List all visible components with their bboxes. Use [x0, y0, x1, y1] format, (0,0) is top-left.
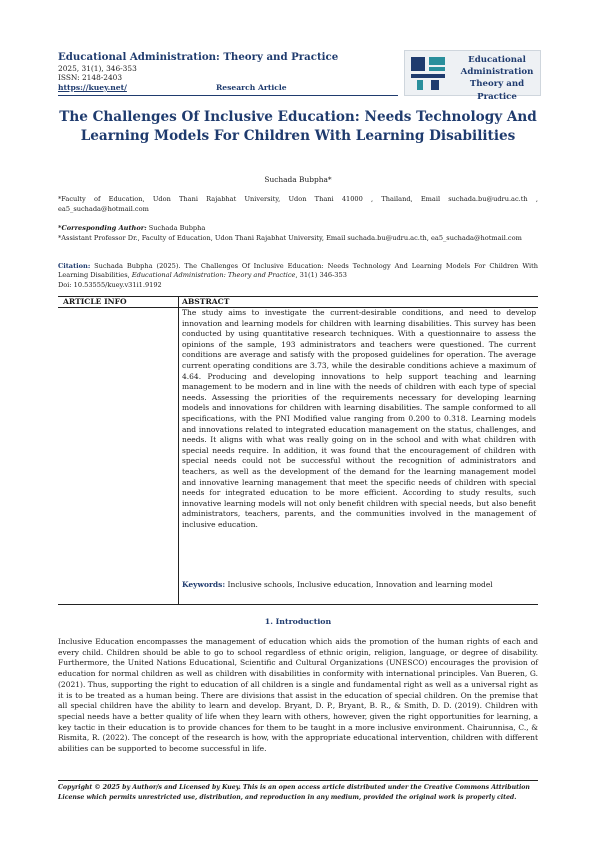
logo-text-line: Theory and Practice: [469, 79, 525, 102]
corresponding-author: [58, 224, 538, 243]
journal-logo: [404, 50, 541, 102]
keywords-list: Inclusive schools, Inclusive education, Innovation and learning model: [225, 580, 493, 589]
doi: Doi: 10.53555/kuey.v31i1.9192: [58, 280, 162, 289]
article-info-heading: ARTICLE INFO: [63, 297, 127, 306]
abstract-heading: ABSTRACT: [182, 297, 230, 306]
journal-url-link[interactable]: https://kuey.net/: [58, 83, 127, 92]
table-rule: [58, 604, 538, 605]
logo-text-line: Educational: [468, 55, 526, 65]
copyright-line: Copyright © 2025 by Author/s and Licensed by Kuey. This is an open access article distributed under the Creative Commons Attribution: [58, 784, 530, 791]
table-rule: [58, 296, 538, 297]
citation-volume: , 31(1) 346-353: [295, 271, 347, 280]
keywords: [182, 580, 536, 590]
copyright-footer: [58, 783, 538, 803]
table-column-divider: [178, 296, 179, 605]
corresponding-name: Suchada Bubpha: [146, 224, 206, 232]
abstract-text: The study aims to investigate the current-desirable conditions, and need to develop innovation and learning models for children with learning disabilities. This survey has been conducted by using quantitative research techniques. With a questionnaire to assess the opinions of the sample, 193 administrators and teachers were questioned. The current conditions are average and satisfy with the proposed guidelines for operation. The average current operating conditions are 3.73, while the desirable conditions achieve a maximum of 4.64. Producing and developing innovations to help support teaching and learning management to be modern and in line with the needs of children with each type of special needs. Assessing the priorities of the requirements necessary for developing learning models and innovations for children with learning disabilities. The sample conformed to all specifications, with the PNI Modified value ranging from 0.200 to 0.318. Learning models and innovations related to integrated education management on the status, challenges, and needs. It aligns with what was really going on in the school and with what children with special needs require. In addition, it was found that the encouragement of children with special needs could not be successful without the recognition of administrators and teachers, as well as the development of the demand for the learning management model and innovative learning management that meet the specific needs of children with special needs for integrated education to be more efficient. According to study results, such innovative learning models will not only benefit children with special needs, but also benefit administrators, teachers, parents, and the communities involved in the management of inclusive education.: [182, 308, 536, 529]
section-heading-introduction: 1. Introduction: [264, 617, 332, 626]
article-info-table: [58, 296, 538, 605]
article-type-label: Research Article: [216, 83, 287, 92]
paper-title: The Challenges Of Inclusive Education: Needs Technology And Learning Models For Children With Learning Disabilities: [59, 109, 537, 144]
volume-pages: 2025, 31(1), 346-353: [58, 64, 137, 73]
citation-text: Suchada Bubpha (2025). The Challenges Of Inclusive Education: Needs Technology And Learning Models For Children With Learning Disabilities,: [58, 262, 538, 280]
citation-block: [58, 262, 538, 290]
header-divider: [58, 95, 398, 96]
corresponding-details: *Assistant Professor Dr., Faculty of Education, Udon Thani Rajabhat University, Email suchada.bu@udru.ac.th, ea5_suchada@hotmail.com: [58, 233, 522, 242]
license-line: License which permits unrestricted use, distribution, and reproduction in any medium, provided the original work is properly cited.: [58, 794, 517, 801]
citation-label: Citation:: [58, 262, 91, 270]
journal-name: Educational Administration: Theory and Practice: [58, 51, 339, 63]
logo-text-line: Administration: [460, 67, 534, 78]
author-name: Suchada Bubpha*: [264, 175, 332, 184]
introduction-text: Inclusive Education encompasses the management of education which aids the promotion of the human rights of each and every child. Children should be able to go to school regardless of ethnic origin, religion, language, or degree of disability. Furthermore, the United Nations Educational, Scientific and Cultural Organizations (UNESCO) encourages the provision of education for normal children as well as children with disabilities in conformity with international principles. Van Bueren, G. (2021). Thus, supporting the right to education of all children is a single and fundamental right as well as a universal right as it is to be treated as a human being. There are divisions that assist in the education of special children. On the premise that all special children have the ability to learn and develop. Bryant, D. P., Bryant, B. R., & Smith, D. D. (2019). Children with special needs have a better quality of life when they learn with others, however, given the right opportunities for learning, a key tactic in their education is to provide chances for them to be taught in a more inclusive environment. Chairunnisa, C., & Rismita, R. (2022). The concept of the research is how, with the appropriate educational intervention, children with different abilities can be supported to become successful in life.: [58, 637, 538, 754]
journal-logo-icon: [409, 55, 449, 91]
corresponding-label: *Corresponding Author:: [58, 224, 147, 232]
author-affiliation: *Faculty of Education, Udon Thani Rajabhat University, Udon Thani 41000 , Thailand, Email suchada.bu@udru.ac.th , ea5_suchada@hotmail.com: [58, 195, 538, 214]
issn: ISSN: 2148-2403: [58, 73, 123, 82]
footer-divider: [58, 780, 538, 781]
keywords-label: Keywords:: [182, 580, 226, 589]
citation-journal: Educational Administration: Theory and Practice: [131, 271, 296, 280]
journal-header: [58, 51, 388, 94]
